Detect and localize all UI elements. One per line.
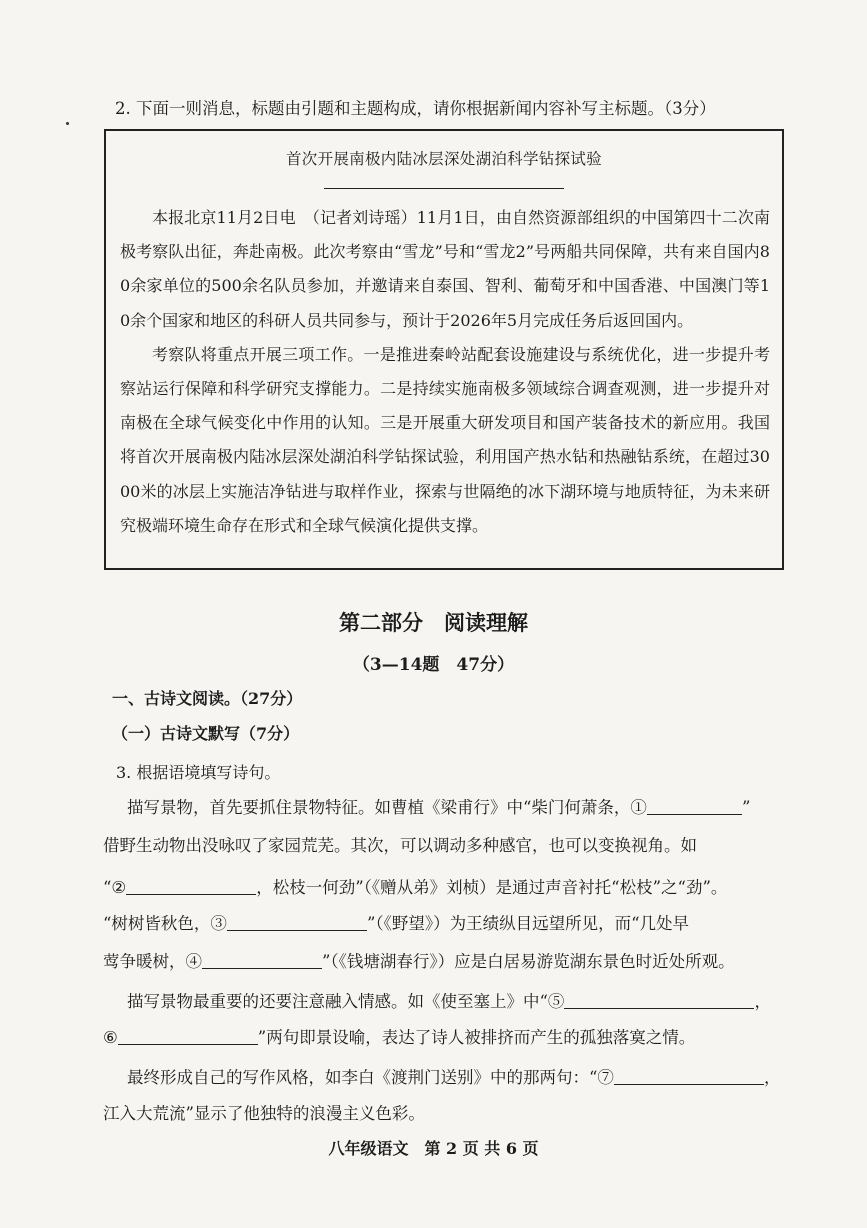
page-footer: 八年级语文 第 2 页 共 6 页 [328, 1139, 539, 1158]
passage-text: ，松枝一何劲”（《赠从弟》刘桢）是通过声音衬托“松枝”之“劲”。 [256, 878, 728, 897]
part-subtitle: （3—14题 47分） [352, 655, 515, 675]
news-body [120, 201, 770, 543]
passage-text: ， [763, 1068, 781, 1087]
news-paragraph: 本报北京11月2日电 （记者刘诗瑶）11月1日，由自然资源部组织的中国第四十二次南极考察队出征，奔赴南极。此次考察由“雪龙”号和“雪龙2”号两船共同保障，共有来自国内80余家单位的500余名队员参加，并邀请来自泰国、智利、葡萄牙和中国香港、中国澳门等10余个国家和地区的科研人员共同参与，预计于2026年5月完成任务后返回国内。 [120, 208, 770, 330]
passage-text: ”（《野望》）为王绩纵目远望所见，而“几处早 [366, 914, 690, 933]
news-paragraph: 考察队将重点开展三项工作。一是推进秦岭站配套设施建设与系统优化，进一步提升考察站运行保障和科学研究支撑能力。二是持续实施南极多领域综合调查观测，进一步提升对南极在全球气候变化中作用的认知。三是开展重大研发项目和国产装备技术的新应用。我国将首次开展南极内陆冰层深处湖泊科学钻探试验，利用国产热水钻和热融钻系统，在超过3000米的冰层上实施洁净钻进与取样作业，探索与世隔绝的冰下湖环境与地质特征，为未来研究极端环境生命存在形式和全球气候演化提供支撑。 [120, 344, 770, 535]
passage-line [103, 874, 783, 898]
passage-line [103, 948, 783, 972]
passage-text: “树树皆秋色，③ [103, 914, 227, 933]
passage-line [103, 832, 783, 856]
passage-line [127, 988, 807, 1012]
passage-text: 借野生动物出没咏叹了家园荒芜。其次，可以调动多种感官，也可以变换视角。如 [103, 836, 697, 855]
passage-text: ， [754, 992, 771, 1011]
part-title: 第二部分 阅读理解 [339, 610, 528, 635]
answer-blank-6[interactable] [118, 1028, 258, 1046]
news-box [104, 129, 784, 570]
passage-text: ⑥ [103, 1028, 118, 1047]
subsection-heading: （一）古诗文默写（7分） [112, 724, 300, 743]
passage-text: “② [103, 878, 127, 897]
question-2-prompt: 2. 下面一则消息，标题由引题和主题构成，请你根据新闻内容补写主标题。（3分） [115, 99, 716, 118]
passage-text: ” [741, 798, 751, 817]
question-3-prompt: 3. 根据语境填写诗句。 [116, 763, 281, 782]
answer-blank-1[interactable] [647, 798, 742, 816]
main-title-blank[interactable] [324, 188, 564, 189]
passage-line [127, 794, 807, 818]
answer-blank-2[interactable] [126, 878, 256, 896]
news-headline: 首次开展南极内陆冰层深处湖泊科学钻探试验 [285, 150, 602, 168]
answer-blank-7[interactable] [614, 1068, 764, 1086]
passage-line [127, 1064, 807, 1088]
passage-text: 描写景物，首先要抓住景物特征。如曹植《梁甫行》中“柴门何萧条，① [127, 798, 647, 817]
passage-text: 最终形成自己的写作风格，如李白《渡荆门送别》中的那两句：“⑦ [127, 1068, 614, 1087]
passage-text: 江入大荒流”显示了他独特的浪漫主义色彩。 [103, 1104, 425, 1123]
passage-text: ”两句即景设喻，表达了诗人被排挤而产生的孤独落寞之情。 [257, 1028, 696, 1047]
passage-line [103, 1100, 783, 1124]
passage-text: 描写景物最重要的还要注意融入情感。如《使至塞上》中“⑤ [127, 992, 565, 1011]
passage-line [103, 1024, 783, 1048]
answer-blank-4[interactable] [202, 952, 322, 970]
answer-blank-5[interactable] [564, 992, 754, 1010]
stray-mark [66, 122, 69, 125]
answer-blank-3[interactable] [227, 914, 367, 932]
passage-text: 莺争暖树，④ [103, 952, 202, 971]
section-heading: 一、古诗文阅读。（27分） [112, 689, 303, 708]
passage-line [103, 910, 783, 934]
passage-text: ”（《钱塘湖春行》）应是白居易游览湖东景色时近处所观。 [322, 952, 735, 971]
